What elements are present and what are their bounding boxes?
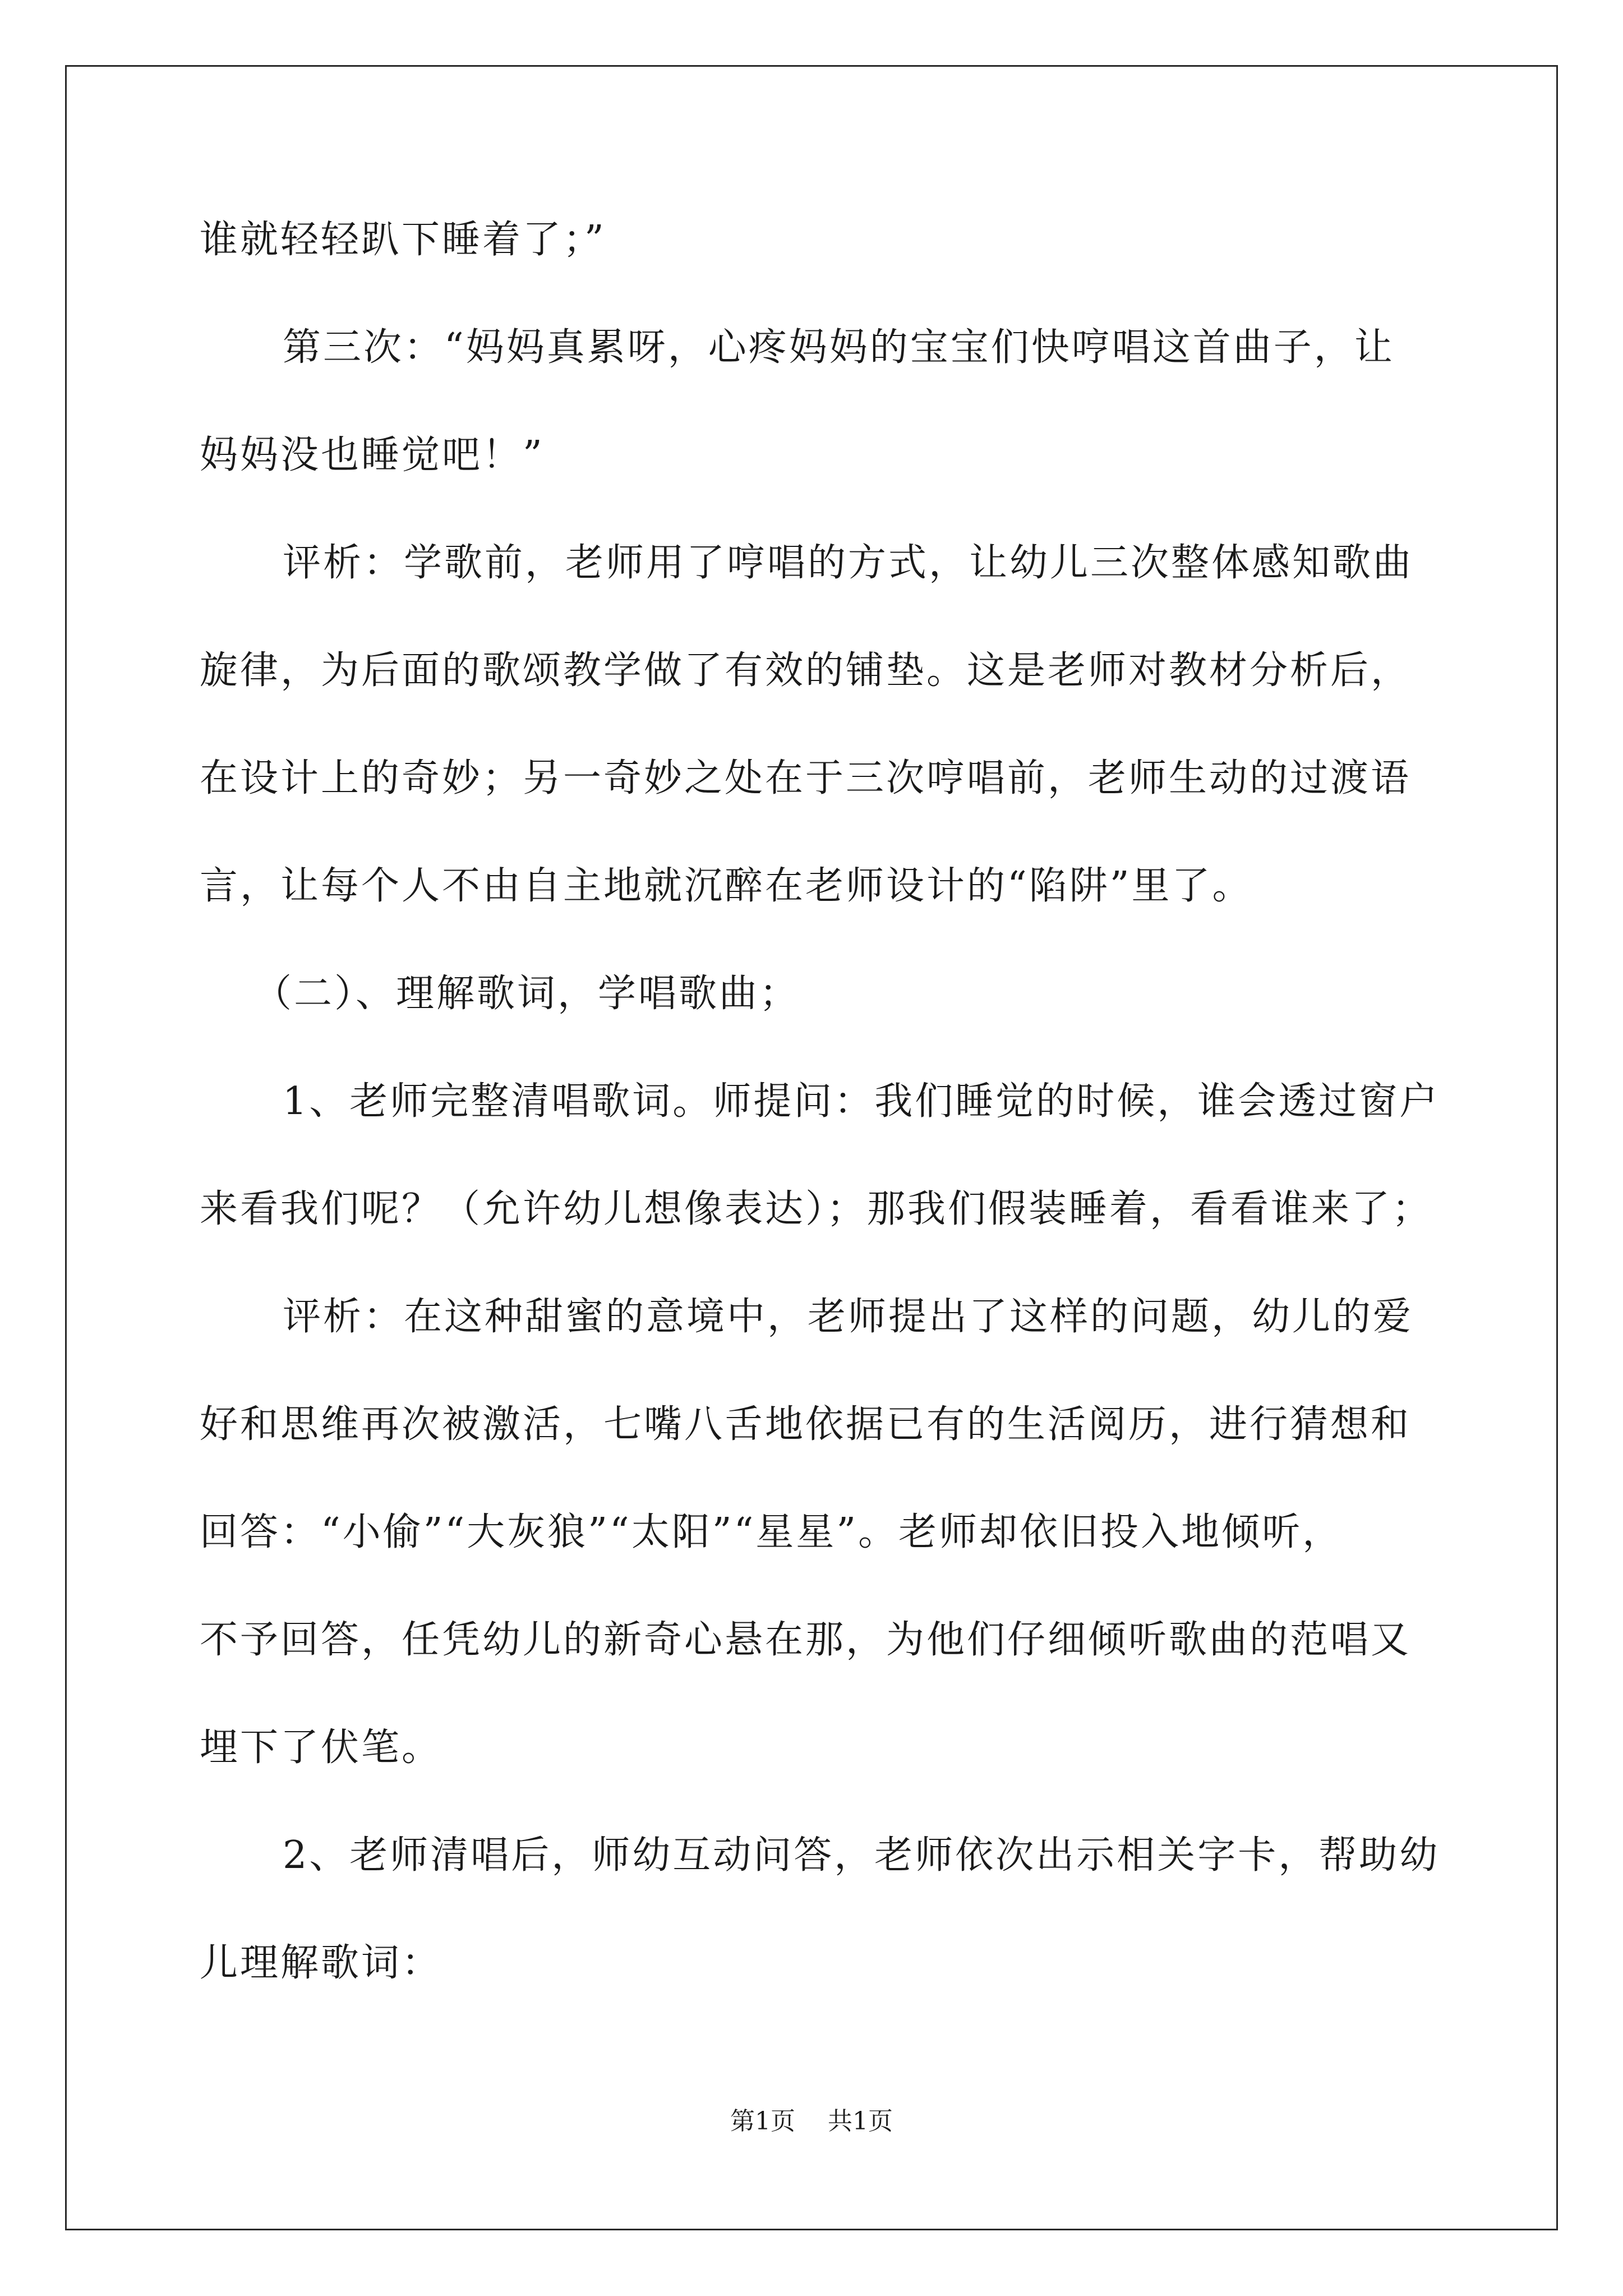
text-line: 在设计上的奇妙；另一奇妙之处在于三次哼唱前，老师生动的过渡语 bbox=[200, 756, 1412, 800]
text-line: 第三次：“妈妈真累呀，心疼妈妈的宝宝们快哼唱这首曲子，让 bbox=[283, 325, 1395, 370]
text-line: 评析：在这种甜蜜的意境中，老师提出了这样的问题，幼儿的爱 bbox=[283, 1295, 1414, 1339]
text-line: 回答：“小偷”“大灰狼”“太阳”“星星”。老师却依旧投入地倾听， bbox=[200, 1510, 1343, 1554]
text-line: 来看我们呢？（允许幼儿想像表达）；那我们假装睡着，看看谁来了； bbox=[200, 1187, 1433, 1231]
text-line: 好和思维再次被激活，七嘴八舌地依据已有的生活阅历，进行猜想和 bbox=[200, 1402, 1412, 1447]
text-line: 妈妈没也睡觉吧！” bbox=[200, 433, 545, 477]
page-number: 第1页 bbox=[730, 2107, 795, 2136]
text-line: 埋下了伏笔。 bbox=[200, 1726, 442, 1770]
section-heading: （二）、理解歌词，学唱歌曲； bbox=[253, 972, 800, 1016]
text-line: 2、老师清唱后，师幼互动问答，老师依次出示相关字卡，帮助幼 bbox=[283, 1833, 1440, 1878]
document-body bbox=[200, 213, 1440, 2044]
text-line: 儿理解歌词： bbox=[200, 1941, 442, 1985]
text-line: 评析：学歌前，老师用了哼唱的方式，让幼儿三次整体感知歌曲 bbox=[283, 541, 1414, 585]
text-line: 谁就轻轻趴下睡着了；” bbox=[200, 218, 606, 262]
text-line: 不予回答，任凭幼儿的新奇心悬在那，为他们仔细倾听歌曲的范唱又 bbox=[200, 1618, 1412, 1662]
text-line: 言，让每个人不由自主地就沉醉在老师设计的“陷阱”里了。 bbox=[200, 864, 1253, 908]
text-line: 旋律，为后面的歌颂教学做了有效的铺垫。这是老师对教材分析后， bbox=[200, 648, 1412, 693]
text-line: 1、老师完整清唱歌词。师提问：我们睡觉的时候，谁会透过窗户 bbox=[283, 1079, 1440, 1124]
page-footer bbox=[0, 2105, 1623, 2138]
page-total: 共1页 bbox=[828, 2107, 893, 2136]
